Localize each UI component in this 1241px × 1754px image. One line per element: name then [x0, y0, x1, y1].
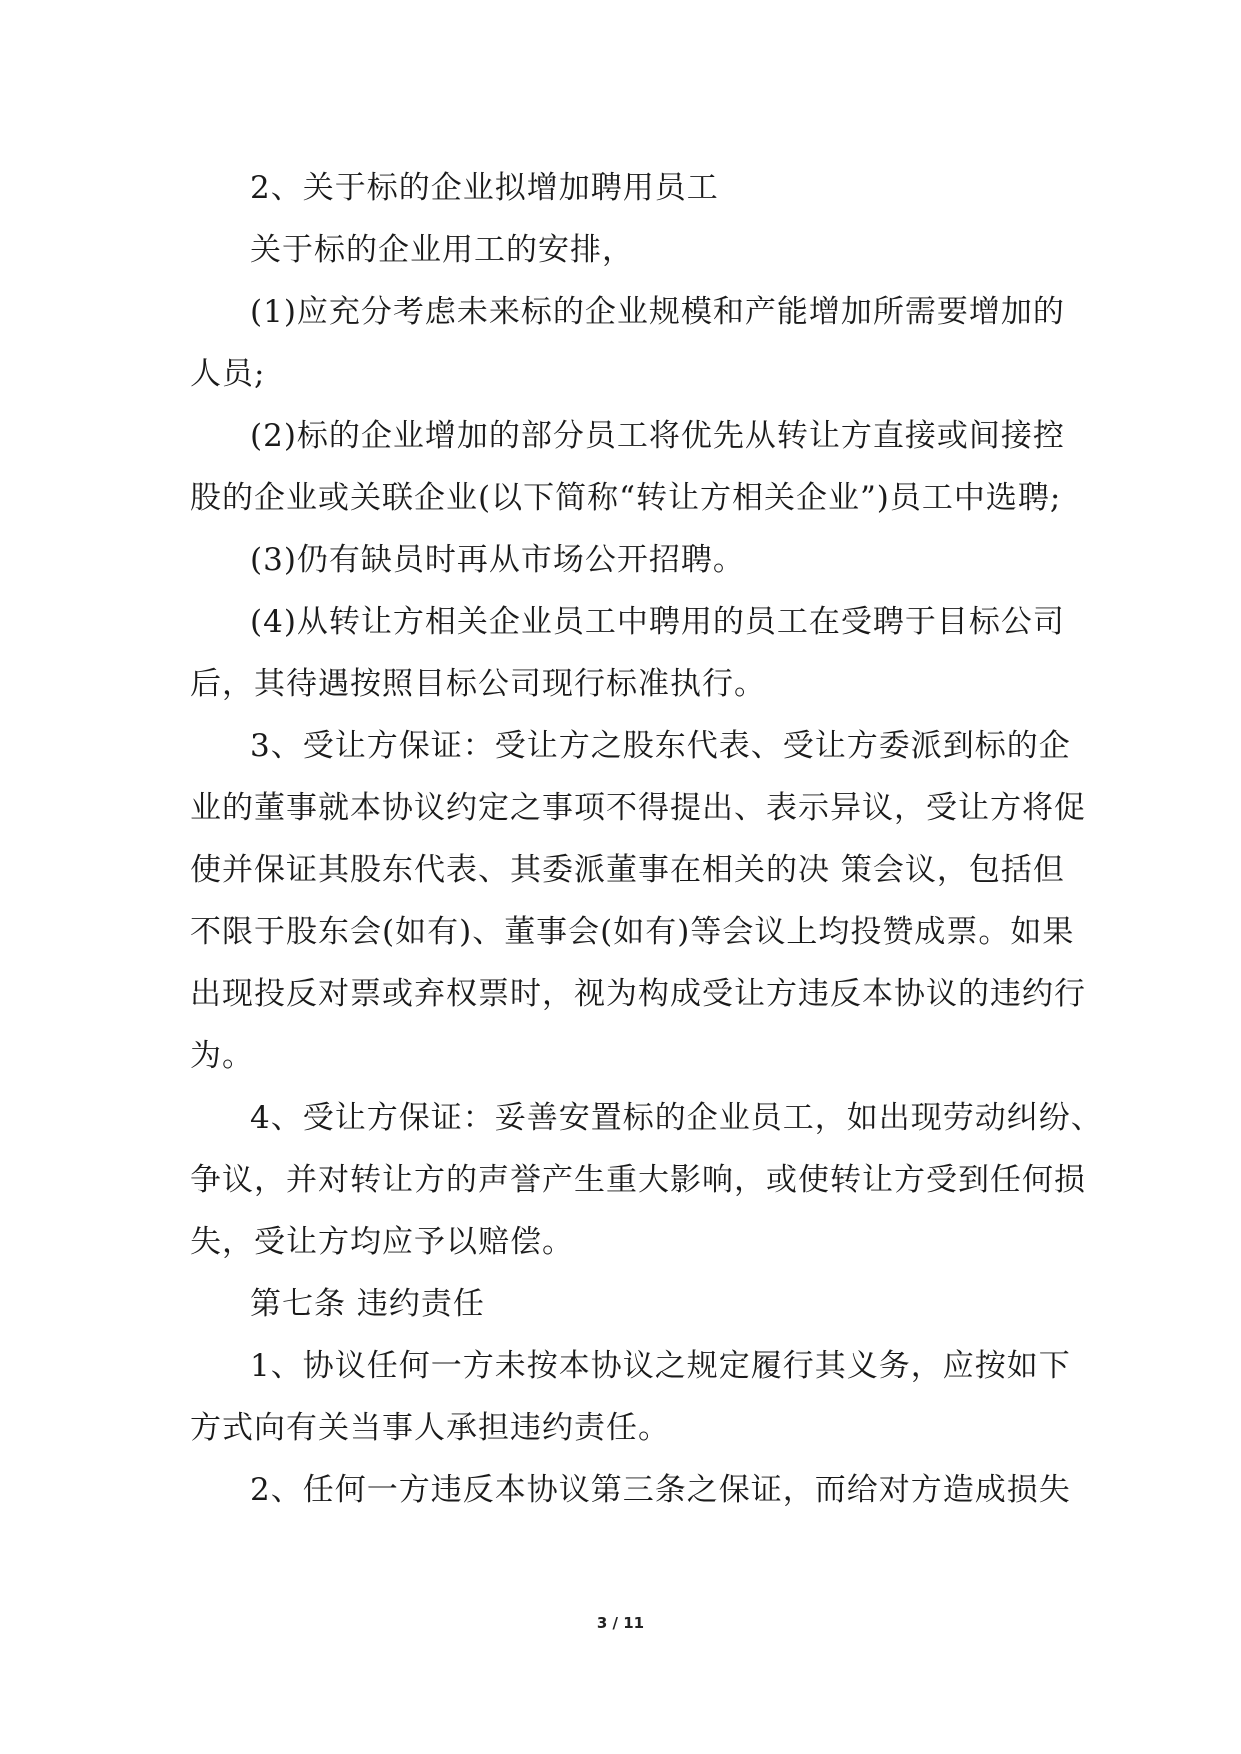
paragraph-line: 不限于股东会(如有)、董事会(如有)等会议上均投赞成票。如果	[190, 914, 1075, 950]
paragraph-line: (1)应充分考虑未来标的企业规模和产能增加所需要增加的	[250, 294, 1065, 330]
paragraph-line: (2)标的企业增加的部分员工将优先从转让方直接或间接控	[250, 418, 1065, 454]
paragraph-line: 后，其待遇按照目标公司现行标准执行。	[190, 666, 766, 702]
paragraph-line: 使并保证其股东代表、其委派董事在相关的决 策会议，包括但	[190, 852, 1065, 888]
paragraph-line: 1、协议任何一方未按本协议之规定履行其义务，应按如下	[250, 1348, 1071, 1384]
paragraph-line: 2、关于标的企业拟增加聘用员工	[250, 170, 719, 206]
paragraph-line: 为。	[190, 1038, 254, 1074]
paragraph-line: 2、任何一方违反本协议第三条之保证，而给对方造成损失	[250, 1472, 1071, 1508]
paragraph-line: 方式向有关当事人承担违约责任。	[190, 1410, 670, 1446]
page-number: 3 / 11	[596, 1614, 645, 1632]
paragraph-line: 出现投反对票或弃权票时，视为构成受让方违反本协议的违约行	[190, 976, 1086, 1012]
paragraph-line: (3)仍有缺员时再从市场公开招聘。	[250, 542, 745, 578]
paragraph-line: 人员;	[190, 356, 266, 392]
paragraph-line: 4、受让方保证：妥善安置标的企业员工，如出现劳动纠纷、	[250, 1100, 1103, 1136]
paragraph-line: 股的企业或关联企业(以下简称“转让方相关企业”)员工中选聘;	[190, 480, 1062, 516]
paragraph-line: 3、受让方保证：受让方之股东代表、受让方委派到标的企	[250, 728, 1071, 764]
paragraph-line: 争议，并对转让方的声誉产生重大影响，或使转让方受到任何损	[190, 1162, 1086, 1198]
document-body	[190, 157, 1103, 1521]
paragraph-line: 失，受让方均应予以赔偿。	[190, 1224, 574, 1260]
paragraph-line: 关于标的企业用工的安排，	[250, 232, 634, 268]
paragraph-line: (4)从转让方相关企业员工中聘用的员工在受聘于目标公司	[250, 604, 1065, 640]
paragraph-line: 业的董事就本协议约定之事项不得提出、表示异议，受让方将促	[190, 790, 1086, 826]
section-heading: 第七条 违约责任	[250, 1286, 485, 1322]
